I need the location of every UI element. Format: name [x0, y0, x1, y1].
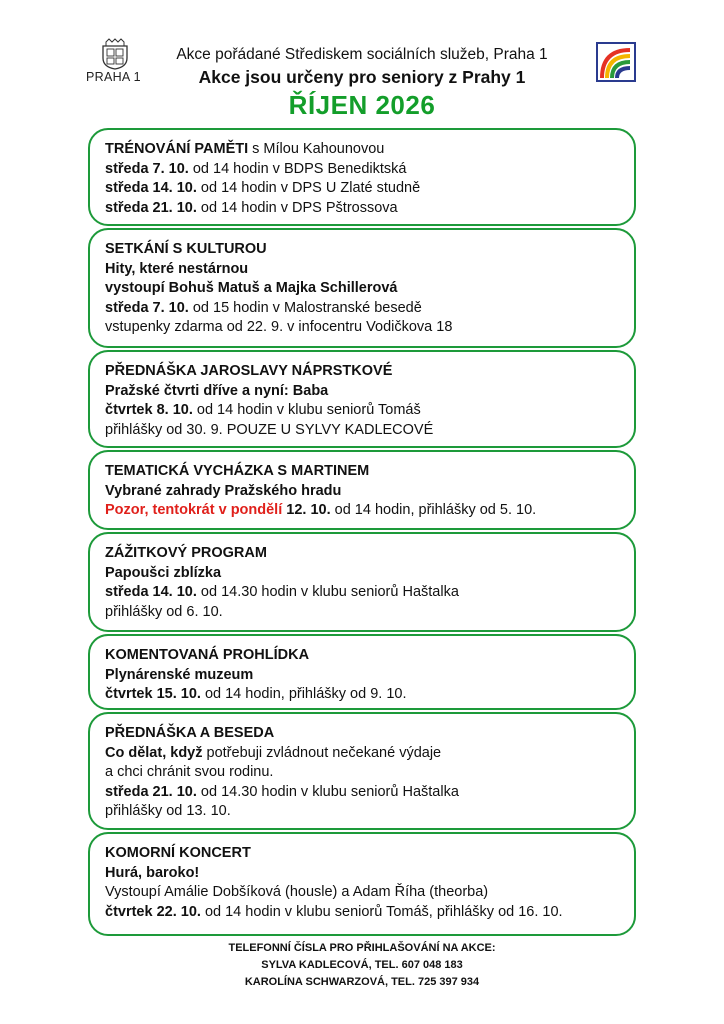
event-date: středa 21. 10.: [105, 199, 197, 216]
footer-contact-kadlecova: SYLVA KADLECOVÁ, TEL. 607 048 183: [261, 959, 463, 971]
event-subtitle: Pražské čtvrti dříve a nyní: Baba: [105, 382, 329, 399]
event-date: středa 14. 10.: [105, 584, 197, 600]
event-date-line: [105, 783, 634, 803]
event-subtitle: Hity, které nestárnou: [105, 260, 249, 277]
event-title: KOMENTOVANÁ PROHLÍDKA: [105, 647, 310, 663]
event-card-lecture-discussion: [88, 712, 636, 830]
event-date-line: [105, 199, 634, 219]
event-registration-line: přihlášky od 13. 10.: [105, 803, 231, 819]
month-title: ŘÍJEN 2026: [288, 90, 436, 120]
event-detail: od 14 hodin v klubu seniorů Tomáš, přihlášky od 16. 10.: [200, 903, 563, 920]
audience-line: Akce jsou určeny pro seniory z Prahy 1: [198, 67, 526, 87]
event-detail: od 14 hodin v DPS Pštrossova: [196, 199, 398, 216]
event-date: středa 7. 10.: [105, 160, 189, 177]
event-date-line: [105, 179, 634, 199]
event-date: čtvrtek 15. 10.: [105, 686, 201, 702]
event-subtitle-cont: a chci chránit svou rodinu.: [105, 764, 274, 780]
event-title: TEMATICKÁ VYCHÁZKA S MARTINEM: [105, 463, 370, 479]
event-date-line: [105, 903, 634, 923]
event-date: čtvrtek 8. 10.: [105, 402, 193, 418]
event-detail: od 14 hodin, přihlášky od 5. 10.: [330, 502, 537, 518]
event-title: PŘEDNÁŠKA A BESEDA: [105, 725, 275, 741]
event-subtitle: Papoušci zblízka: [105, 564, 222, 581]
event-subtitle: Hurá, baroko!: [105, 864, 200, 881]
contact-footer: [0, 940, 724, 991]
page-header: [0, 0, 724, 125]
event-detail: od 14 hodin v DPS U Zlaté studně: [196, 180, 421, 196]
event-card-lecture-naprstkova: [88, 350, 636, 448]
footer-contact-schwarzova: KAROLÍNA SCHWARZOVÁ, TEL. 725 397 934: [244, 976, 480, 988]
event-date-line: [105, 685, 634, 705]
event-title-line: [105, 140, 634, 160]
event-subtitle: Vybrané zahrady Pražského hradu: [105, 482, 342, 499]
event-registration-line: přihlášky od 6. 10.: [105, 603, 223, 620]
event-card-chamber-concert: [88, 832, 636, 936]
event-date: 12. 10.: [282, 502, 331, 518]
event-date: čtvrtek 22. 10.: [105, 903, 201, 920]
event-date-line: [105, 401, 634, 421]
event-card-experience-program: [88, 532, 636, 632]
event-title: ZÁŽITKOVÝ PROGRAM: [105, 545, 267, 561]
event-detail: od 14.30 hodin v klubu seniorů Haštalka: [196, 783, 459, 800]
event-performers: Vystoupí Amálie Dobšíková (housle) a Adam Říha (theorba): [105, 884, 489, 900]
event-detail: od 15 hodin v Malostranské besedě: [188, 299, 422, 316]
event-title-suffix: s Mílou Kahounovou: [248, 141, 385, 157]
event-date-line: [105, 583, 634, 603]
event-card-walk-with-martin: [88, 450, 636, 530]
event-detail: od 14 hodin, přihlášky od 9. 10.: [200, 686, 407, 702]
event-subtitle-rest: potřebuji zvládnout nečekané výdaje: [202, 744, 442, 761]
event-performers: vystoupí Bohuš Matuš a Majka Schillerová: [105, 280, 398, 296]
event-date-line: [105, 501, 634, 521]
event-title: SETKÁNÍ S KULTUROU: [105, 241, 267, 257]
event-subtitle-line: [105, 744, 634, 764]
event-subtitle: Plynárenské muzeum: [105, 666, 254, 683]
praha-1-label: PRAHA 1: [86, 70, 141, 84]
event-title: KOMORNÍ KONCERT: [105, 845, 251, 861]
event-date: středa 21. 10.: [105, 783, 197, 800]
event-detail: od 14.30 hodin v klubu seniorů Haštalka: [196, 584, 459, 600]
footer-heading: TELEFONNÍ ČÍSLA PRO PŘIHLAŠOVÁNÍ NA AKCE:: [228, 942, 496, 954]
event-detail: od 14 hodin v klubu seniorů Tomáš: [192, 402, 421, 418]
event-date-line: [105, 160, 634, 180]
event-date: středa 7. 10.: [105, 299, 189, 316]
event-card-culture-meeting: [88, 228, 636, 348]
event-title: PŘEDNÁŠKA JAROSLAVY NÁPRSTKOVÉ: [105, 363, 393, 379]
event-title: TRÉNOVÁNÍ PAMĚTI: [105, 141, 249, 157]
event-warning: Pozor, tentokrát v pondělí: [105, 502, 283, 518]
event-registration-line: přihlášky od 30. 9. POUZE U SYLVY KADLECOVÉ: [105, 421, 434, 438]
rainbow-logo-icon: [596, 42, 636, 82]
event-subtitle-bold: Co dělat, když: [105, 744, 203, 761]
event-card-memory-training: [88, 128, 636, 226]
event-tickets-line: vstupenky zdarma od 22. 9. v infocentru Vodičkova 18: [105, 319, 453, 335]
event-date: středa 14. 10.: [105, 180, 197, 196]
organizer-line: Akce pořádané Střediskem sociálních služeb, Praha 1: [176, 46, 548, 63]
event-card-guided-tour: [88, 634, 636, 710]
event-detail: od 14 hodin v BDPS Benediktská: [188, 160, 407, 177]
event-date-line: [105, 299, 634, 319]
